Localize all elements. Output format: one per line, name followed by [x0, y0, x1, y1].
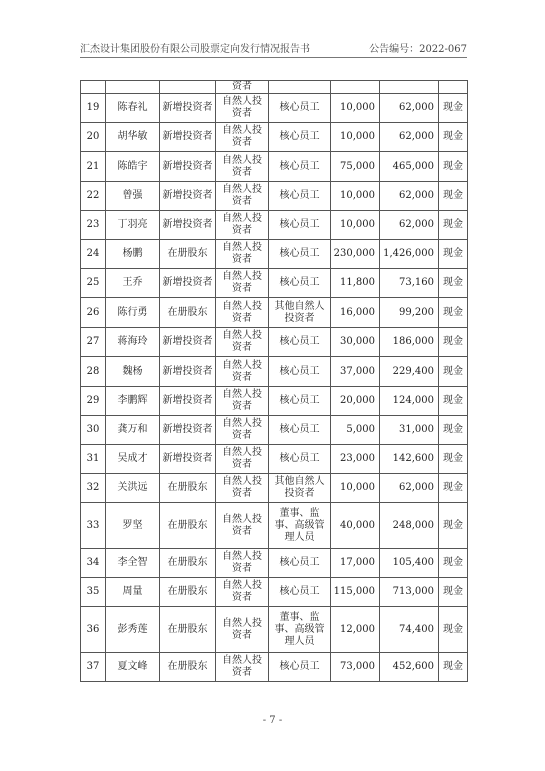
- payment-method: 现金: [439, 357, 468, 387]
- subscribed-shares: 16,000: [331, 298, 380, 328]
- subscription-amount: 62,000: [380, 474, 439, 503]
- investor-nature: 自然人投资者: [216, 416, 269, 445]
- investor-type: 在册股东: [160, 240, 216, 269]
- payment-method: 现金: [439, 445, 468, 474]
- subscription-amount: 452,600: [380, 653, 439, 682]
- cell: [331, 81, 380, 94]
- investor-category: 核心员工: [269, 328, 331, 357]
- table-row: [81, 549, 468, 578]
- payment-method: 现金: [439, 549, 468, 578]
- investor-category: 核心员工: [269, 240, 331, 269]
- subscribed-shares: 11,800: [331, 269, 380, 298]
- investor-name: 陈行勇: [106, 298, 160, 328]
- investor-type: 新增投资者: [160, 328, 216, 357]
- payment-method: 现金: [439, 653, 468, 682]
- investor-name: 关洪远: [106, 474, 160, 503]
- table-row: [81, 298, 468, 328]
- payment-method: 现金: [439, 474, 468, 503]
- investor-name: 周量: [106, 578, 160, 607]
- table-row: [81, 269, 468, 298]
- investor-type: 新增投资者: [160, 152, 216, 182]
- investor-type: 在册股东: [160, 298, 216, 328]
- investor-category: 董事、监事、高级管理人员: [269, 503, 331, 549]
- investor-type: 在册股东: [160, 503, 216, 549]
- row-number: 35: [81, 578, 106, 607]
- continued-nature-cell: 资者: [216, 81, 269, 94]
- subscribed-shares: 10,000: [331, 94, 380, 123]
- investor-nature: 自然人投资者: [216, 387, 269, 416]
- subscribed-shares: 30,000: [331, 328, 380, 357]
- table-row: [81, 211, 468, 240]
- subscribed-shares: 73,000: [331, 653, 380, 682]
- payment-method: 现金: [439, 94, 468, 123]
- investor-type: 在册股东: [160, 474, 216, 503]
- investor-name: 陈春礼: [106, 94, 160, 123]
- investor-name: 魏杨: [106, 357, 160, 387]
- subscribed-shares: 230,000: [331, 240, 380, 269]
- investor-category: 核心员工: [269, 123, 331, 152]
- subscription-amount: 31,000: [380, 416, 439, 445]
- row-number: 23: [81, 211, 106, 240]
- investor-type: 新增投资者: [160, 211, 216, 240]
- table-row: [81, 357, 468, 387]
- subscribed-shares: 10,000: [331, 182, 380, 211]
- subscribed-shares: 75,000: [331, 152, 380, 182]
- investor-type: 在册股东: [160, 607, 216, 653]
- table-row: [81, 607, 468, 653]
- investor-nature: 自然人投资者: [216, 653, 269, 682]
- investor-category: 核心员工: [269, 94, 331, 123]
- investor-name: 李全智: [106, 549, 160, 578]
- table-row: [81, 474, 468, 503]
- investor-category: 核心员工: [269, 387, 331, 416]
- investor-nature: 自然人投资者: [216, 211, 269, 240]
- investor-type: 新增投资者: [160, 416, 216, 445]
- row-number: 19: [81, 94, 106, 123]
- page-number: - 7 -: [262, 715, 283, 726]
- row-number: 34: [81, 549, 106, 578]
- payment-method: 现金: [439, 298, 468, 328]
- row-number: 33: [81, 503, 106, 549]
- investor-nature: 自然人投资者: [216, 474, 269, 503]
- investor-nature: 自然人投资者: [216, 549, 269, 578]
- investor-name: 胡华敏: [106, 123, 160, 152]
- subscription-amount: 105,400: [380, 549, 439, 578]
- subscription-amount: 1,426,000: [380, 240, 439, 269]
- investor-type: 新增投资者: [160, 445, 216, 474]
- investor-nature: 自然人投资者: [216, 269, 269, 298]
- subscription-amount: 62,000: [380, 94, 439, 123]
- investor-category: 核心员工: [269, 445, 331, 474]
- table-row: [81, 328, 468, 357]
- table-row: [81, 240, 468, 269]
- subscribed-shares: 20,000: [331, 387, 380, 416]
- subscribed-shares: 10,000: [331, 123, 380, 152]
- cell: [81, 81, 106, 94]
- row-number: 28: [81, 357, 106, 387]
- payment-method: 现金: [439, 416, 468, 445]
- investor-category: 董事、监事、高级管理人员: [269, 607, 331, 653]
- subscription-amount: 62,000: [380, 211, 439, 240]
- table-row: [81, 152, 468, 182]
- cell: [106, 81, 160, 94]
- subscribed-shares: 5,000: [331, 416, 380, 445]
- investor-nature: 自然人投资者: [216, 123, 269, 152]
- investor-category: 核心员工: [269, 653, 331, 682]
- payment-method: 现金: [439, 607, 468, 653]
- investor-name: 李鹏辉: [106, 387, 160, 416]
- investor-name: 夏文峰: [106, 653, 160, 682]
- subscription-amount: 465,000: [380, 152, 439, 182]
- cell: [380, 81, 439, 94]
- continuation-row: [81, 81, 468, 94]
- payment-method: 现金: [439, 503, 468, 549]
- investor-category: 核心员工: [269, 549, 331, 578]
- table-row: [81, 578, 468, 607]
- row-number: 24: [81, 240, 106, 269]
- investor-category: 其他自然人投资者: [269, 298, 331, 328]
- subscription-amount: 142,600: [380, 445, 439, 474]
- payment-method: 现金: [439, 182, 468, 211]
- subscribed-shares: 17,000: [331, 549, 380, 578]
- investor-name: 杨鹏: [106, 240, 160, 269]
- table-row: [81, 387, 468, 416]
- subscription-amount: 74,400: [380, 607, 439, 653]
- investor-type: 新增投资者: [160, 269, 216, 298]
- cell: [160, 81, 216, 94]
- investor-type: 在册股东: [160, 653, 216, 682]
- investor-category: 核心员工: [269, 182, 331, 211]
- investor-category: 核心员工: [269, 211, 331, 240]
- subscription-amount: 62,000: [380, 123, 439, 152]
- payment-method: 现金: [439, 152, 468, 182]
- investor-category: 核心员工: [269, 357, 331, 387]
- row-number: 36: [81, 607, 106, 653]
- investor-type: 新增投资者: [160, 123, 216, 152]
- investor-type: 新增投资者: [160, 94, 216, 123]
- row-number: 32: [81, 474, 106, 503]
- investor-type: 在册股东: [160, 549, 216, 578]
- subscribed-shares: 40,000: [331, 503, 380, 549]
- table-row: [81, 653, 468, 682]
- payment-method: 现金: [439, 387, 468, 416]
- investor-nature: 自然人投资者: [216, 298, 269, 328]
- investor-name: 罗坚: [106, 503, 160, 549]
- payment-method: 现金: [439, 269, 468, 298]
- investor-type: 新增投资者: [160, 182, 216, 211]
- investor-category: 核心员工: [269, 152, 331, 182]
- table-row: [81, 94, 468, 123]
- row-number: 31: [81, 445, 106, 474]
- investor-category: 核心员工: [269, 416, 331, 445]
- investor-nature: 自然人投资者: [216, 240, 269, 269]
- investor-nature: 自然人投资者: [216, 357, 269, 387]
- subscription-amount: 713,000: [380, 578, 439, 607]
- investor-name: 王乔: [106, 269, 160, 298]
- investor-name: 吴成才: [106, 445, 160, 474]
- subscription-amount: 229,400: [380, 357, 439, 387]
- investor-name: 丁羽亮: [106, 211, 160, 240]
- subscription-amount: 73,160: [380, 269, 439, 298]
- row-number: 29: [81, 387, 106, 416]
- table-row: [81, 416, 468, 445]
- investor-name: 彭秀莲: [106, 607, 160, 653]
- subscribed-shares: 37,000: [331, 357, 380, 387]
- subscribed-shares: 12,000: [331, 607, 380, 653]
- investor-nature: 自然人投资者: [216, 152, 269, 182]
- announcement-number: 公告编号：2022-067: [369, 44, 467, 55]
- row-number: 37: [81, 653, 106, 682]
- row-number: 21: [81, 152, 106, 182]
- investor-nature: 自然人投资者: [216, 503, 269, 549]
- cell: [439, 81, 468, 94]
- investor-category: 核心员工: [269, 578, 331, 607]
- investor-name: 龚万和: [106, 416, 160, 445]
- investor-nature: 自然人投资者: [216, 94, 269, 123]
- page-header: [80, 40, 467, 56]
- payment-method: 现金: [439, 578, 468, 607]
- table-row: [81, 182, 468, 211]
- investor-category: 其他自然人投资者: [269, 474, 331, 503]
- header-divider: [80, 57, 467, 58]
- subscribed-shares: 23,000: [331, 445, 380, 474]
- investor-name: 陈皓宇: [106, 152, 160, 182]
- row-number: 22: [81, 182, 106, 211]
- subscribed-shares: 10,000: [331, 211, 380, 240]
- investor-type: 在册股东: [160, 578, 216, 607]
- payment-method: 现金: [439, 123, 468, 152]
- table-row: [81, 123, 468, 152]
- investor-nature: 自然人投资者: [216, 328, 269, 357]
- payment-method: 现金: [439, 240, 468, 269]
- subscription-amount: 248,000: [380, 503, 439, 549]
- payment-method: 现金: [439, 328, 468, 357]
- row-number: 26: [81, 298, 106, 328]
- investor-category: 核心员工: [269, 269, 331, 298]
- investor-nature: 自然人投资者: [216, 607, 269, 653]
- row-number: 30: [81, 416, 106, 445]
- header-title: 汇杰设计集团股份有限公司股票定向发行情况报告书: [80, 44, 310, 55]
- subscribed-shares: 115,000: [331, 578, 380, 607]
- subscription-amount: 99,200: [380, 298, 439, 328]
- investor-name: 蒋海玲: [106, 328, 160, 357]
- table-row: [81, 445, 468, 474]
- investor-type: 新增投资者: [160, 387, 216, 416]
- investor-name: 曾强: [106, 182, 160, 211]
- subscriber-table: [80, 80, 468, 682]
- subscription-amount: 124,000: [380, 387, 439, 416]
- row-number: 20: [81, 123, 106, 152]
- investor-nature: 自然人投资者: [216, 182, 269, 211]
- row-number: 27: [81, 328, 106, 357]
- subscription-amount: 62,000: [380, 182, 439, 211]
- row-number: 25: [81, 269, 106, 298]
- payment-method: 现金: [439, 211, 468, 240]
- investor-nature: 自然人投资者: [216, 445, 269, 474]
- investor-type: 新增投资者: [160, 357, 216, 387]
- subscribed-shares: 10,000: [331, 474, 380, 503]
- table-row: [81, 503, 468, 549]
- investor-nature: 自然人投资者: [216, 578, 269, 607]
- cell: [269, 81, 331, 94]
- subscription-amount: 186,000: [380, 328, 439, 357]
